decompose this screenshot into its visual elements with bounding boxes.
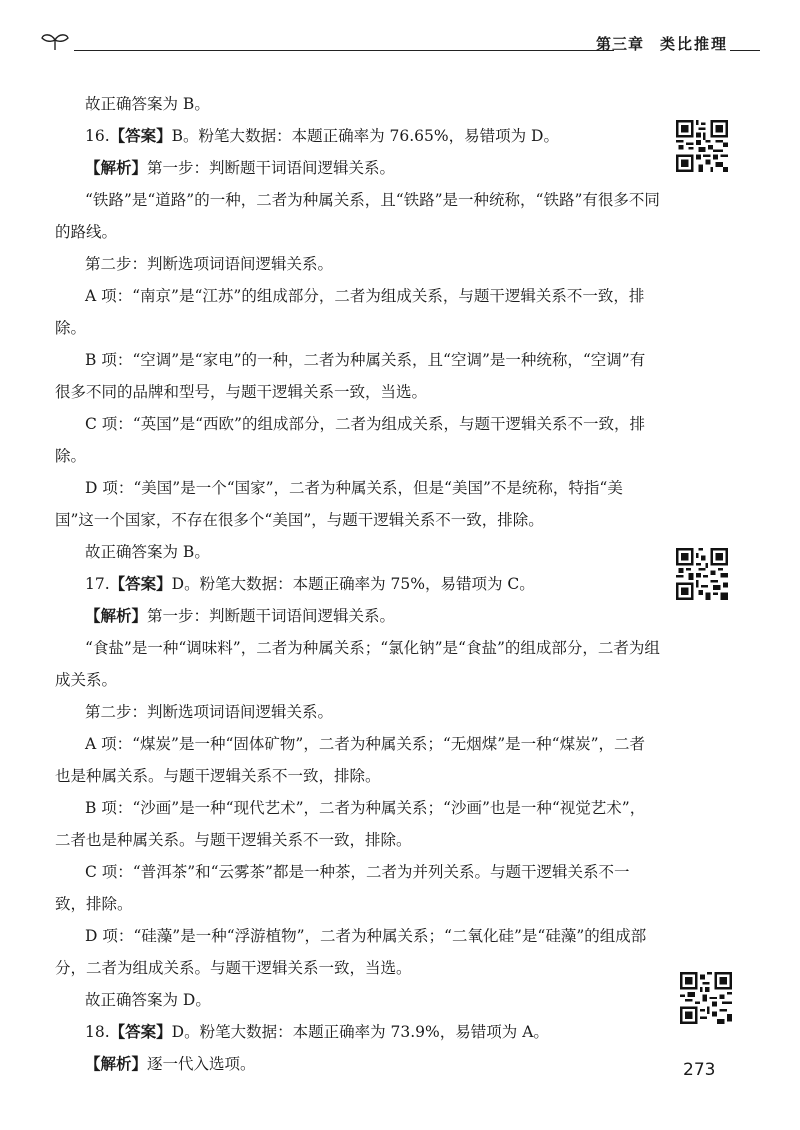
page-number: 273	[683, 1060, 716, 1080]
answer-line-18	[55, 1016, 660, 1048]
paragraph: 第二步：判断选项词语间逻辑关系。	[85, 703, 334, 721]
answer-text: D。粉笔大数据：本题正确率为 75%，易错项为 C。	[171, 575, 535, 593]
question-number: 16.	[85, 127, 110, 145]
qr-code-icon[interactable]	[676, 120, 728, 172]
sprout-logo-icon	[40, 32, 70, 52]
option-a: A 项：“南京”是“江苏”的组成部分，二者为组成关系，与题干逻辑关系不一致，排除。	[55, 287, 645, 337]
answer-text: D。粉笔大数据：本题正确率为 73.9%，易错项为 A。	[171, 1023, 549, 1041]
paragraph: “铁路”是“道路”的一种，二者为种属关系，且“铁路”是一种统称，“铁路”有很多不同的路线。	[55, 191, 660, 241]
option-d: D 项：“美国”是一个“国家”，二者为种属关系，但是“美国”不是统称，特指“美国”这一个国家，不存在很多个“美国”，与题干逻辑关系不一致，排除。	[55, 479, 623, 529]
analysis-tag: 【解析】	[85, 158, 148, 177]
question-number: 17.	[85, 575, 110, 593]
paragraph: 故正确答案为 B。	[85, 95, 210, 113]
answer-line-16	[55, 120, 660, 152]
analysis-line	[55, 152, 660, 184]
option-b: B 项：“空调”是“家电”的一种，二者为种属关系，且“空调”是一种统称，“空调”有很多不同的品牌和型号，与题干逻辑关系一致，当选。	[55, 351, 646, 401]
analysis-tag: 【解析】	[85, 1054, 148, 1073]
analysis-line	[55, 1048, 660, 1080]
paragraph: 故正确答案为 D。	[85, 991, 211, 1009]
option-c: C 项：“英国”是“西欧”的组成部分，二者为组成关系，与题干逻辑关系不一致，排除。	[55, 415, 645, 465]
qr-code-icon[interactable]	[680, 972, 732, 1024]
option-c: C 项：“普洱茶”和“云雾茶”都是一种茶，二者为并列关系。与题干逻辑关系不一致，排除。	[55, 863, 630, 913]
option-d: D 项：“硅藻”是一种“浮游植物”，二者为种属关系；“二氧化硅”是“硅藻”的组成部分，二者为组成关系。与题干逻辑关系一致，当选。	[55, 927, 647, 977]
header-rule	[74, 50, 614, 51]
paragraph: “食盐”是一种“调味料”，二者为种属关系；“氯化钠”是“食盐”的组成部分，二者为组成关系。	[55, 639, 660, 689]
analysis-line	[55, 600, 660, 632]
page-body	[55, 88, 660, 1080]
answer-line-17	[55, 568, 660, 600]
option-b: B 项：“沙画”是一种“现代艺术”，二者为种属关系；“沙画”也是一种“视觉艺术”，二者也是种属关系。与题干逻辑关系不一致，排除。	[55, 799, 646, 849]
paragraph: 故正确答案为 B。	[85, 543, 210, 561]
answer-text: B。粉笔大数据：本题正确率为 76.65%，易错项为 D。	[171, 127, 559, 145]
chapter-title: 类比推理	[660, 35, 729, 53]
paragraph: 第二步：判断选项词语间逻辑关系。	[85, 255, 334, 273]
answer-tag: 【答案】	[109, 574, 172, 593]
question-number: 18.	[85, 1023, 110, 1041]
analysis-text: 第一步：判断题干词语间逻辑关系。	[147, 607, 396, 625]
page-header	[40, 30, 755, 56]
analysis-tag: 【解析】	[85, 606, 148, 625]
answer-tag: 【答案】	[109, 126, 172, 145]
option-a: A 项：“煤炭”是一种“固体矿物”，二者为种属关系；“无烟煤”是一种“煤炭”，二者也是种属关系。与题干逻辑关系不一致，排除。	[55, 735, 646, 785]
qr-code-icon[interactable]	[676, 548, 728, 600]
chapter-label: 第三章	[596, 35, 645, 53]
answer-tag: 【答案】	[109, 1022, 172, 1041]
analysis-text: 逐一代入选项。	[147, 1055, 256, 1073]
header-rule-right	[730, 50, 760, 51]
analysis-text: 第一步：判断题干词语间逻辑关系。	[147, 159, 396, 177]
